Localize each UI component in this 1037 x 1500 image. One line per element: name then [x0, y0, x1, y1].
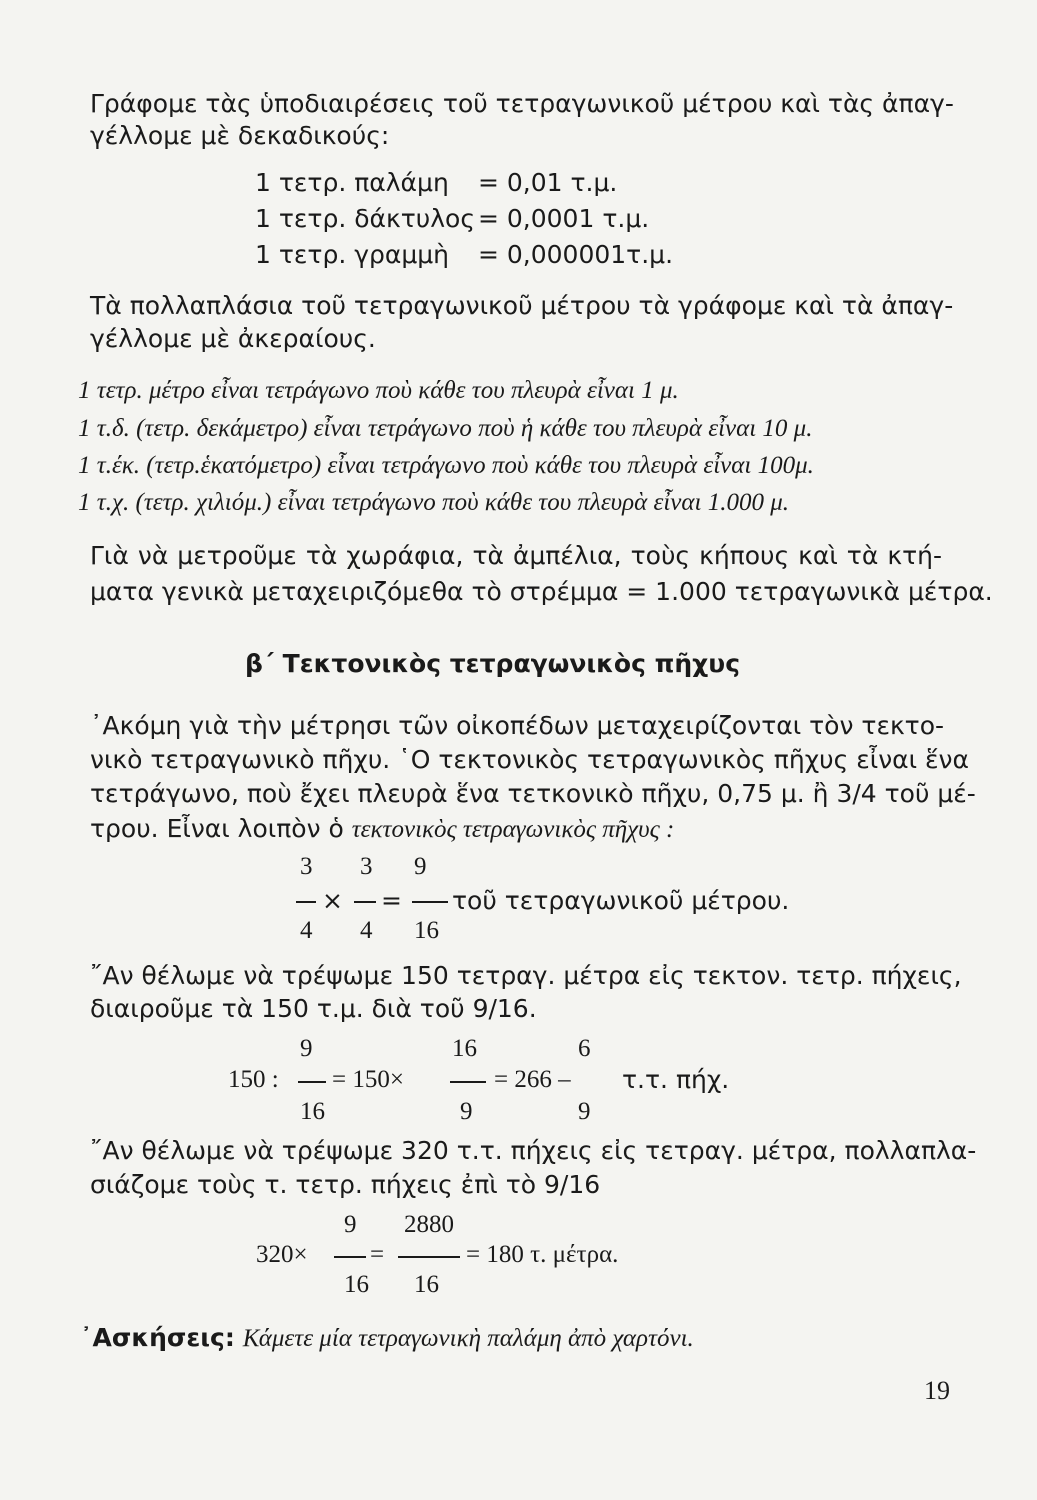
- fraction-bar: [334, 1256, 366, 1258]
- section-para-line-3: τετράγωνο, ποὺ ἔχει πλευρὰ ἕνα τετκονικὸ πῆχυ, 0,75 μ. ἢ 3/4 τοῦ μέ-: [90, 779, 976, 808]
- formula3-num-2: 2880: [404, 1211, 454, 1238]
- subdivision-value: = 0,0001 τ.μ.: [478, 204, 650, 233]
- fraction-bar: [298, 1081, 326, 1083]
- formula2-eq2: = 266 –: [494, 1066, 571, 1093]
- subdivision-value: = 0,000001τ.μ.: [478, 240, 674, 269]
- formula2-den-1: 16: [300, 1098, 325, 1125]
- multiple-item: 1 τ.δ. (τετρ. δεκάμετρο) εἶναι τετράγωνο ποὺ ἡ κάθε του πλευρὰ εἶναι 10 μ.: [78, 415, 813, 442]
- formula1-num-3: 9: [414, 853, 427, 880]
- term-italic: τεκτονικὸς τετραγωνικὸς πῆχυς :: [351, 816, 675, 843]
- multiple-item: 1 τ.έκ. (τετρ.ἑκατόμετρο) εἶναι τετράγωνο ποὺ κάθε του πλευρὰ εἶναι 100μ.: [78, 452, 814, 479]
- multiple-item: 1 τετρ. μέτρο εἶναι τετράγωνο ποὺ κάθε του πλευρὰ εἶναι 1 μ.: [78, 377, 679, 404]
- section-para-line-4: [90, 813, 674, 846]
- formula3-den-1: 16: [344, 1271, 369, 1298]
- formula1-den-3: 16: [414, 917, 439, 944]
- section-para-line-1: ᾿Ακόμη γιὰ τὴν μέτρησι τῶν οἰκοπέδων μεταχειρίζονται τὸν τεκτο-: [90, 711, 945, 740]
- times-sign: ×: [322, 886, 343, 915]
- formula1-num-1: 3: [300, 853, 313, 880]
- fraction-bar: [296, 901, 316, 903]
- subdivision-name: 1 τετρ. παλάμη: [255, 168, 449, 197]
- exercises-line: [80, 1322, 694, 1355]
- subdivision-name: 1 τετρ. γραμμὴ: [255, 240, 450, 269]
- formula1-num-2: 3: [360, 853, 373, 880]
- para2-line-1: ῎Αν θέλωμε νὰ τρέψωμε 150 τετραγ. μέτρα εἰς τεκτον. τετρ. πήχεις,: [90, 961, 962, 990]
- stremma-line-1: Γιὰ νὰ μετροῦμε τὰ χωράφια, τὰ ἀμπέλια, τοὺς κήπους καὶ τὰ κτή-: [90, 541, 942, 570]
- formula2-den-2: 9: [460, 1098, 473, 1125]
- section-para-text: τρου. Εἶναι λοιπὸν ὁ: [90, 814, 352, 843]
- section-para-line-2: νικὸ τετραγωνικὸ πῆχυ. ῾Ο τεκτονικὸς τετραγωνικὸς πῆχυς εἶναι ἕνα: [90, 745, 970, 774]
- formula2-num-1: 9: [300, 1035, 313, 1062]
- formula2-num-3: 6: [578, 1035, 591, 1062]
- formula3-num-1: 9: [344, 1211, 357, 1238]
- multiple-item: 1 τ.χ. (τετρ. χιλιόμ.) εἶναι τετράγωνο ποὺ κάθε του πλευρὰ εἶναι 1.000 μ.: [78, 489, 790, 516]
- formula3-tail: = 180 τ. μέτρα.: [466, 1241, 619, 1268]
- formula1-den-1: 4: [300, 917, 313, 944]
- stremma-line-2: ματα γενικὰ μεταχειριζόμεθα τὸ στρέμμα = 1.000 τετραγωνικὰ μέτρα.: [90, 577, 993, 606]
- page-number: 19: [924, 1376, 950, 1405]
- equals-sign: =: [381, 886, 402, 915]
- subdivision-value: = 0,01 τ.μ.: [478, 168, 618, 197]
- formula3-den-2: 16: [414, 1271, 439, 1298]
- fraction-bar: [354, 901, 376, 903]
- section-title: β΄ Τεκτονικὸς τετραγωνικὸς πῆχυς: [245, 649, 741, 678]
- multiples-intro-line-2: γέλλομε μὲ ἀκεραίους.: [90, 324, 376, 353]
- intro-line-1: Γράφομε τὰς ὑποδιαιρέσεις τοῦ τετραγωνικοῦ μέτρου καὶ τὰς ἀπαγ-: [90, 89, 954, 118]
- formula2-mid: = 150×: [332, 1066, 404, 1093]
- formula2-den-3: 9: [578, 1098, 591, 1125]
- para2-line-2: διαιροῦμε τὰ 150 τ.μ. διὰ τοῦ 9/16.: [90, 994, 537, 1023]
- formula2-num-2: 16: [452, 1035, 477, 1062]
- para3-line-2: σιάζομε τοὺς τ. τετρ. πήχεις ἐπὶ τὸ 9/16: [90, 1170, 601, 1199]
- formula1-den-2: 4: [360, 917, 373, 944]
- fraction-bar: [450, 1081, 486, 1083]
- intro-line-2: γέλλομε μὲ δεκαδικούς:: [90, 121, 390, 150]
- formula3-eq: =: [370, 1241, 385, 1268]
- formula2-lead: 150 :: [228, 1066, 279, 1093]
- exercises-text: Κάμετε μία τετραγωνικὴ παλάμη ἀπὸ χαρτόνι.: [242, 1325, 694, 1352]
- formula2-tail: τ.τ. πήχ.: [622, 1065, 730, 1094]
- para3-line-1: ῎Αν θέλωμε νὰ τρέψωμε 320 τ.τ. πήχεις εἰς τετραγ. μέτρα, πολλαπλα-: [90, 1136, 977, 1165]
- subdivision-name: 1 τετρ. δάκτυλος: [255, 204, 476, 233]
- fraction-bar: [398, 1256, 460, 1258]
- exercises-label: ᾿Ασκήσεις:: [80, 1323, 235, 1352]
- multiples-intro-line-1: Τὰ πολλαπλάσια τοῦ τετραγωνικοῦ μέτρου τὰ γράφομε καὶ τὰ ἀπαγ-: [90, 291, 954, 320]
- formula1-tail: τοῦ τετραγωνικοῦ μέτρου.: [452, 886, 790, 915]
- formula3-lead: 320×: [256, 1241, 308, 1268]
- fraction-bar: [412, 901, 448, 903]
